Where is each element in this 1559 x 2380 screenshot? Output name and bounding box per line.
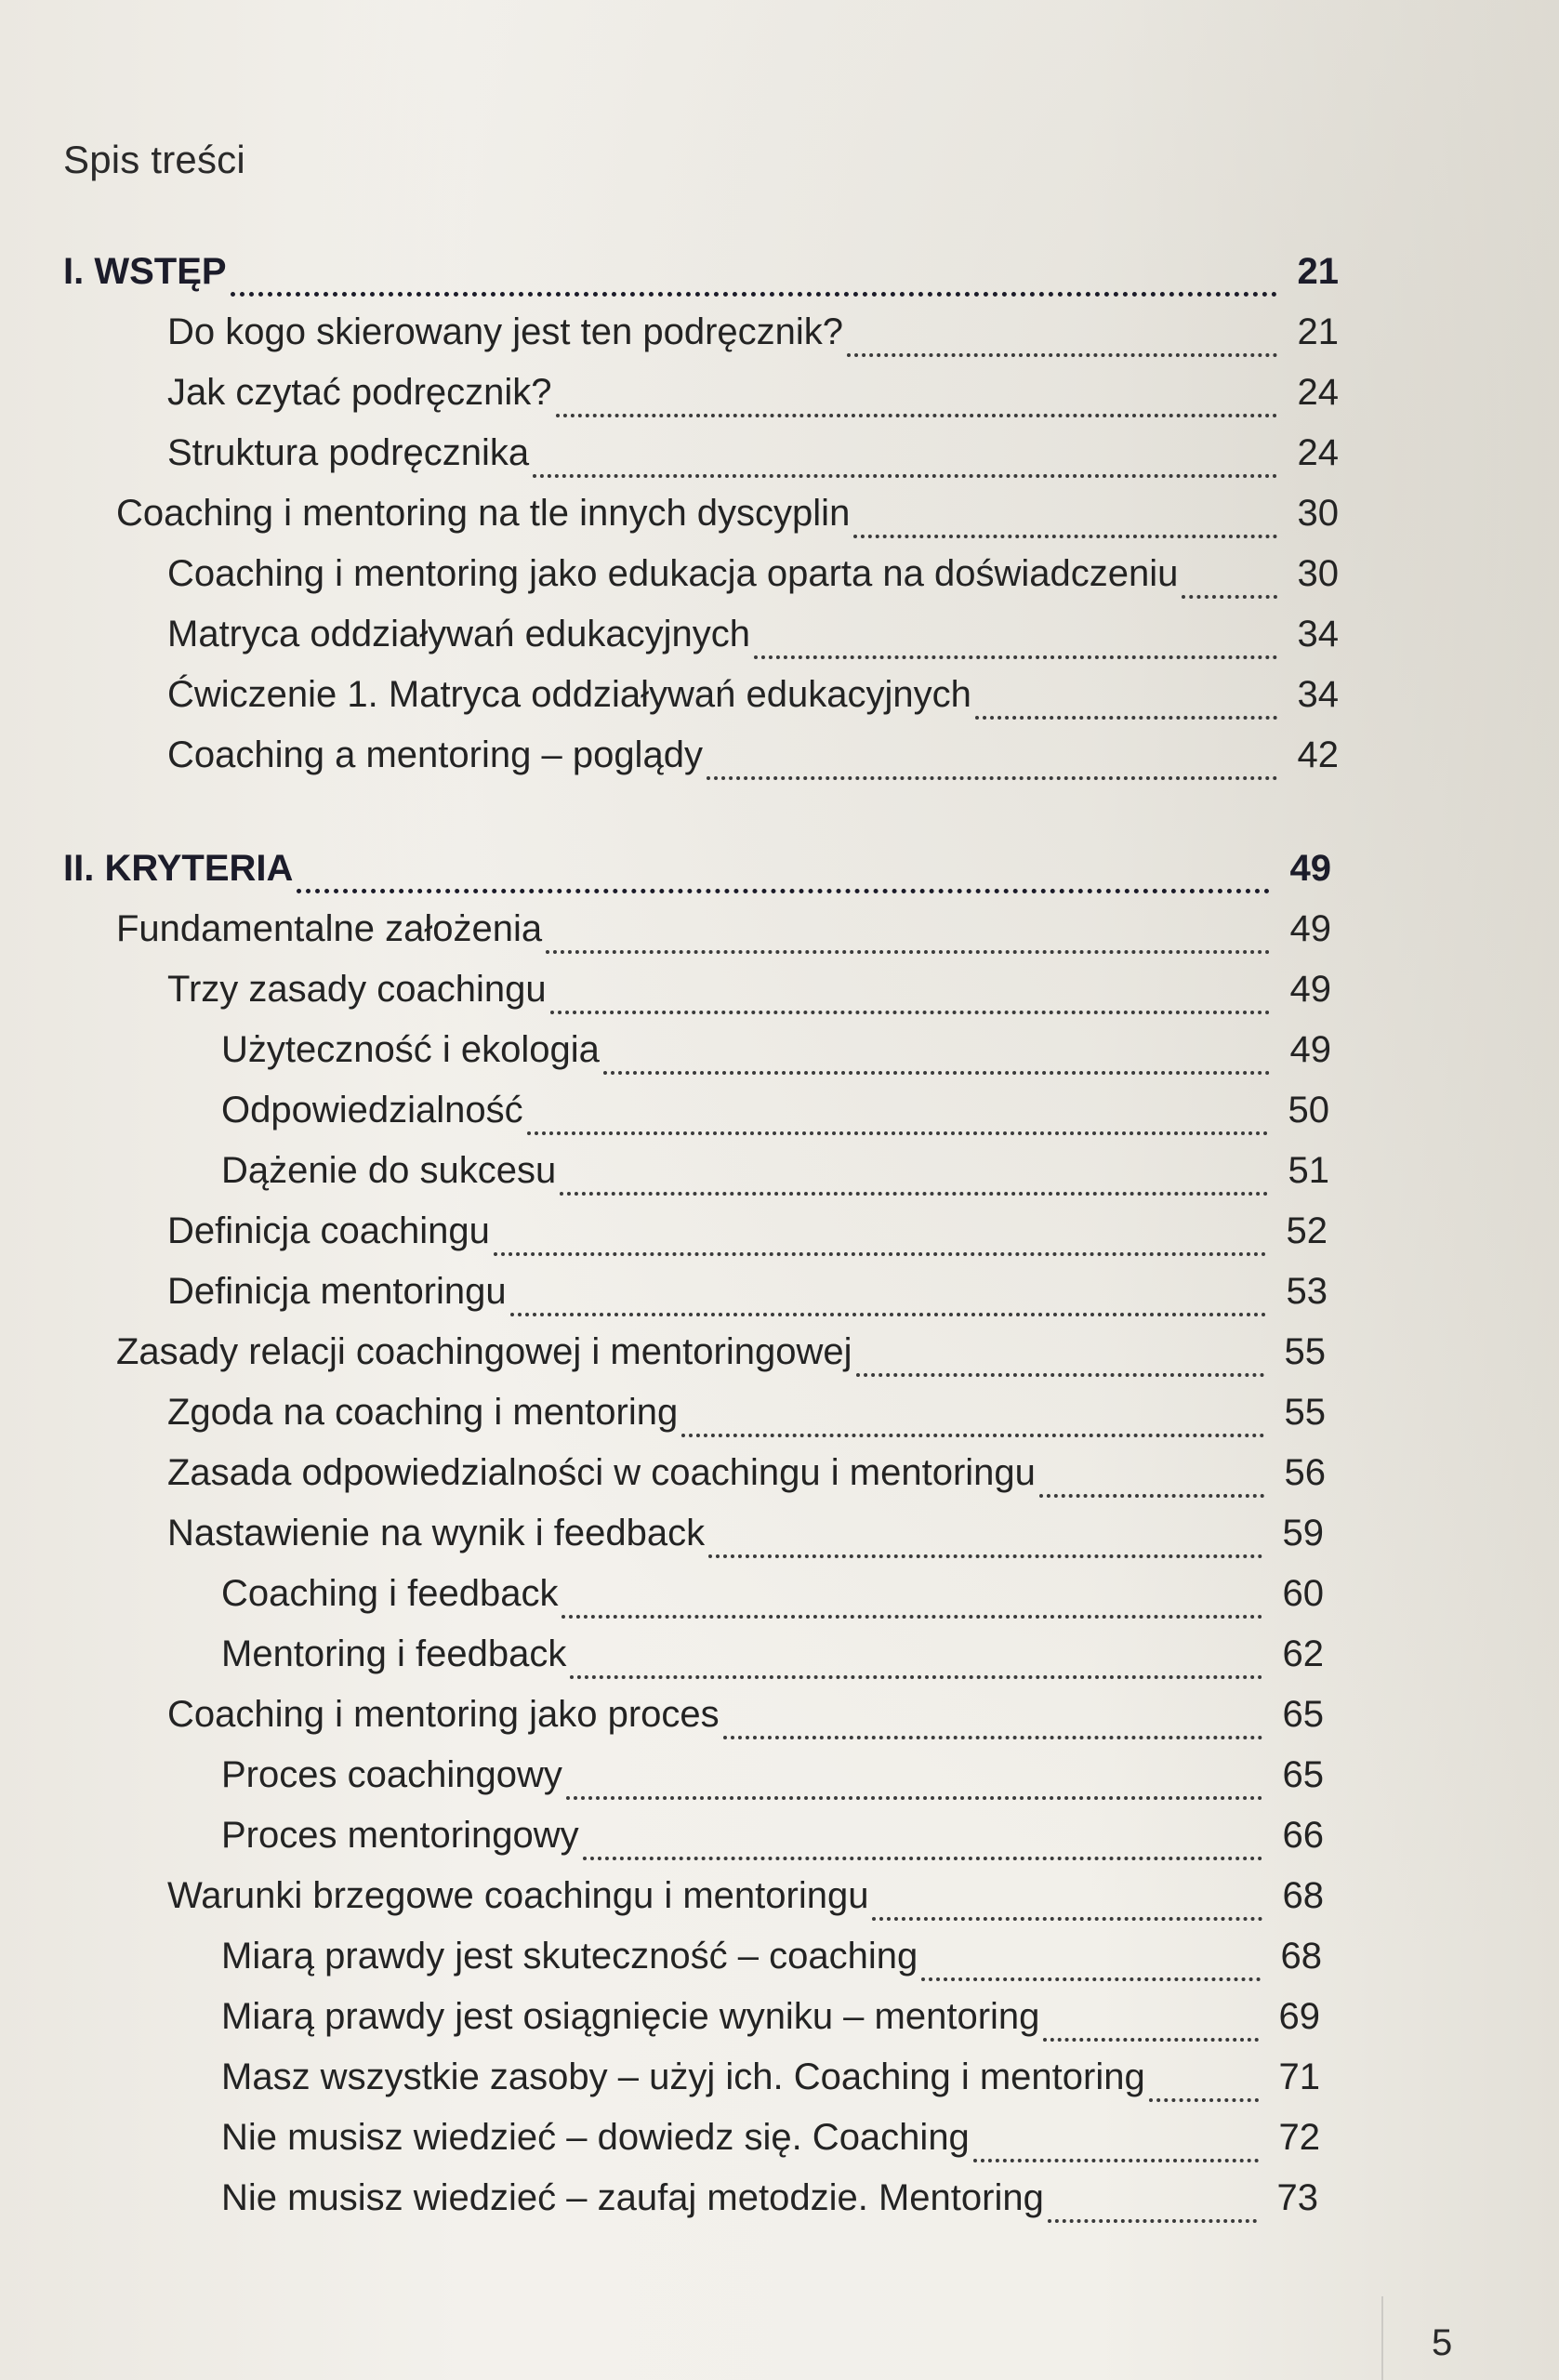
toc-entry-label: Nie musisz wiedzieć – dowiedz się. Coaching [221,2117,970,2158]
dot-leader [231,255,1277,297]
toc-entry-page: 50 [1288,1090,1329,1130]
toc-entry [221,1573,1324,1625]
dot-leader [494,1215,1266,1256]
dot-leader [533,437,1277,478]
dot-leader [562,1578,1262,1619]
toc-entry [167,969,1331,1021]
toc-entry [167,1210,1328,1263]
toc-chapter [63,251,1339,303]
toc-entry [167,614,1339,666]
toc-entry [167,1875,1324,1927]
dot-leader [872,1880,1262,1921]
page-title: Spis treści [63,138,245,181]
toc-entry-label: II. KRYTERIA [63,848,294,889]
toc-entry [167,1271,1328,1323]
toc-entry-label: Fundamentalne założenia [116,908,543,949]
toc-entry-page: 65 [1282,1694,1324,1735]
toc-entry-label: Coaching i feedback [221,1573,559,1614]
toc-entry [221,2056,1320,2109]
dot-leader [723,1699,1262,1739]
dot-leader [708,1517,1262,1558]
page-fold-line [1381,2296,1383,2380]
toc-entry-page: 53 [1286,1271,1328,1312]
toc-entry-label: Coaching i mentoring jako edukacja oparta na doświadczeniu [167,553,1179,594]
toc-entry-page: 60 [1282,1573,1324,1614]
toc-entry [221,1936,1322,1988]
toc-entry [221,1633,1324,1686]
dot-leader [603,1034,1270,1075]
toc-entry-page: 42 [1297,734,1339,775]
toc-entry-label: Proces coachingowy [221,1754,562,1795]
toc-entry [221,1996,1320,2048]
dot-leader [754,618,1277,659]
toc-entry [167,311,1339,364]
toc-entry-label: Matryca oddziaływań edukacyjnych [167,614,750,654]
toc-entry [221,2177,1318,2229]
toc-entry [167,1694,1324,1746]
dot-leader [570,1638,1262,1679]
toc-entry-label: Miarą prawdy jest osiągnięcie wyniku – mentoring [221,1996,1040,2037]
toc-entry-label: Masz wszystkie zasoby – użyj ich. Coaching i mentoring [221,2056,1145,2097]
dot-leader [975,679,1277,720]
toc-entry-label: Nie musisz wiedzieć – zaufaj metodzie. Mentoring [221,2177,1044,2218]
toc-entry [221,1150,1329,1202]
dot-leader [1149,2061,1259,2102]
toc-entry-label: Coaching i mentoring jako proces [167,1694,720,1735]
dot-leader [566,1759,1262,1800]
toc-entry-label: Użyteczność i ekologia [221,1029,600,1070]
dot-leader [1048,2182,1257,2223]
dot-leader [973,2122,1259,2162]
toc-entry-label: I. WSTĘP [63,251,227,292]
toc-entry-page: 59 [1282,1513,1324,1554]
toc-entry-label: Zasady relacji coachingowej i mentoringowej [116,1331,852,1372]
toc-entry-page: 68 [1282,1875,1324,1916]
dot-leader [681,1396,1264,1437]
toc-entry-label: Zgoda na coaching i mentoring [167,1392,679,1433]
toc-entry-page: 34 [1297,614,1339,654]
dot-leader [1043,2001,1259,2042]
dot-leader [856,1336,1264,1377]
toc-entry-label: Ćwiczenie 1. Matryca oddziaływań edukacyjnych [167,674,971,715]
toc-entry [167,734,1339,787]
dot-leader [560,1155,1268,1196]
dot-leader [550,973,1270,1014]
toc-entry [167,1452,1326,1504]
toc-entry-label: Struktura podręcznika [167,432,530,473]
toc-chapter [63,848,1331,900]
toc-entry [167,432,1339,484]
toc-entry [167,1513,1324,1565]
toc-entry-label: Proces mentoringowy [221,1815,579,1856]
toc-entry-page: 24 [1297,432,1339,473]
toc-entry-label: Do kogo skierowany jest ten podręcznik? [167,311,844,352]
toc-entry [116,493,1339,545]
toc-entry-page: 24 [1297,372,1339,413]
toc-entry-page: 66 [1282,1815,1324,1856]
toc-entry-label: Miarą prawdy jest skuteczność – coaching [221,1936,918,1977]
toc-entry-label: Warunki brzegowe coachingu i mentoringu [167,1875,869,1916]
toc-entry [221,1815,1324,1867]
toc-entry-label: Odpowiedzialność [221,1090,523,1130]
toc-entry [221,1090,1329,1142]
toc-entry-page: 49 [1289,848,1331,889]
toc-entry [221,2117,1320,2169]
toc-entry-label: Trzy zasady coachingu [167,969,547,1010]
dot-leader [546,913,1270,954]
toc-entry [167,372,1339,424]
toc-entry-page: 55 [1284,1392,1326,1433]
toc-entry-page: 49 [1289,1029,1331,1070]
toc-entry [221,1029,1331,1081]
toc-entry-page: 21 [1297,251,1339,292]
page-number: 5 [1432,2322,1453,2363]
toc-entry [167,553,1339,605]
dot-leader [853,497,1277,538]
toc-entry [167,1392,1326,1444]
toc-entry [167,674,1339,726]
dot-leader [556,377,1277,417]
toc-entry-page: 56 [1284,1452,1326,1493]
toc-entry-page: 34 [1297,674,1339,715]
toc-entry-label: Definicja mentoringu [167,1271,507,1312]
toc-entry-page: 21 [1297,311,1339,352]
toc-entry-page: 69 [1278,1996,1320,2037]
toc-entry-page: 72 [1278,2117,1320,2158]
dot-leader [527,1094,1268,1135]
toc-entry-label: Jak czytać podręcznik? [167,372,552,413]
toc-entry-label: Coaching a mentoring – poglądy [167,734,703,775]
dot-leader [847,316,1277,357]
toc-entry-page: 30 [1297,493,1339,534]
toc-entry-label: Definicja coachingu [167,1210,490,1251]
toc-entry-label: Nastawienie na wynik i feedback [167,1513,706,1554]
toc-entry-page: 68 [1280,1936,1322,1977]
toc-entry-page: 73 [1276,2177,1318,2218]
dot-leader [1182,558,1277,599]
toc-entry [221,1754,1324,1806]
dot-leader [583,1819,1262,1860]
toc-entry-page: 49 [1289,969,1331,1010]
toc-entry-page: 51 [1288,1150,1329,1191]
toc-entry-label: Dążenie do sukcesu [221,1150,557,1191]
toc-entry-page: 62 [1282,1633,1324,1674]
toc-entry-label: Mentoring i feedback [221,1633,567,1674]
toc-entry-page: 52 [1286,1210,1328,1251]
toc-entry-page: 30 [1297,553,1339,594]
dot-leader [707,739,1277,780]
toc-entry-page: 71 [1278,2056,1320,2097]
toc-entry-label: Coaching i mentoring na tle innych dyscyplin [116,493,851,534]
toc-entry-page: 55 [1284,1331,1326,1372]
dot-leader [297,852,1270,893]
dot-leader [510,1276,1266,1316]
toc-entry [116,908,1331,960]
toc-entry-page: 65 [1282,1754,1324,1795]
dot-leader [1039,1457,1264,1498]
dot-leader [921,1940,1261,1981]
toc-entry-label: Zasada odpowiedzialności w coachingu i mentoringu [167,1452,1036,1493]
toc-entry [116,1331,1326,1383]
toc-entry-page: 49 [1289,908,1331,949]
